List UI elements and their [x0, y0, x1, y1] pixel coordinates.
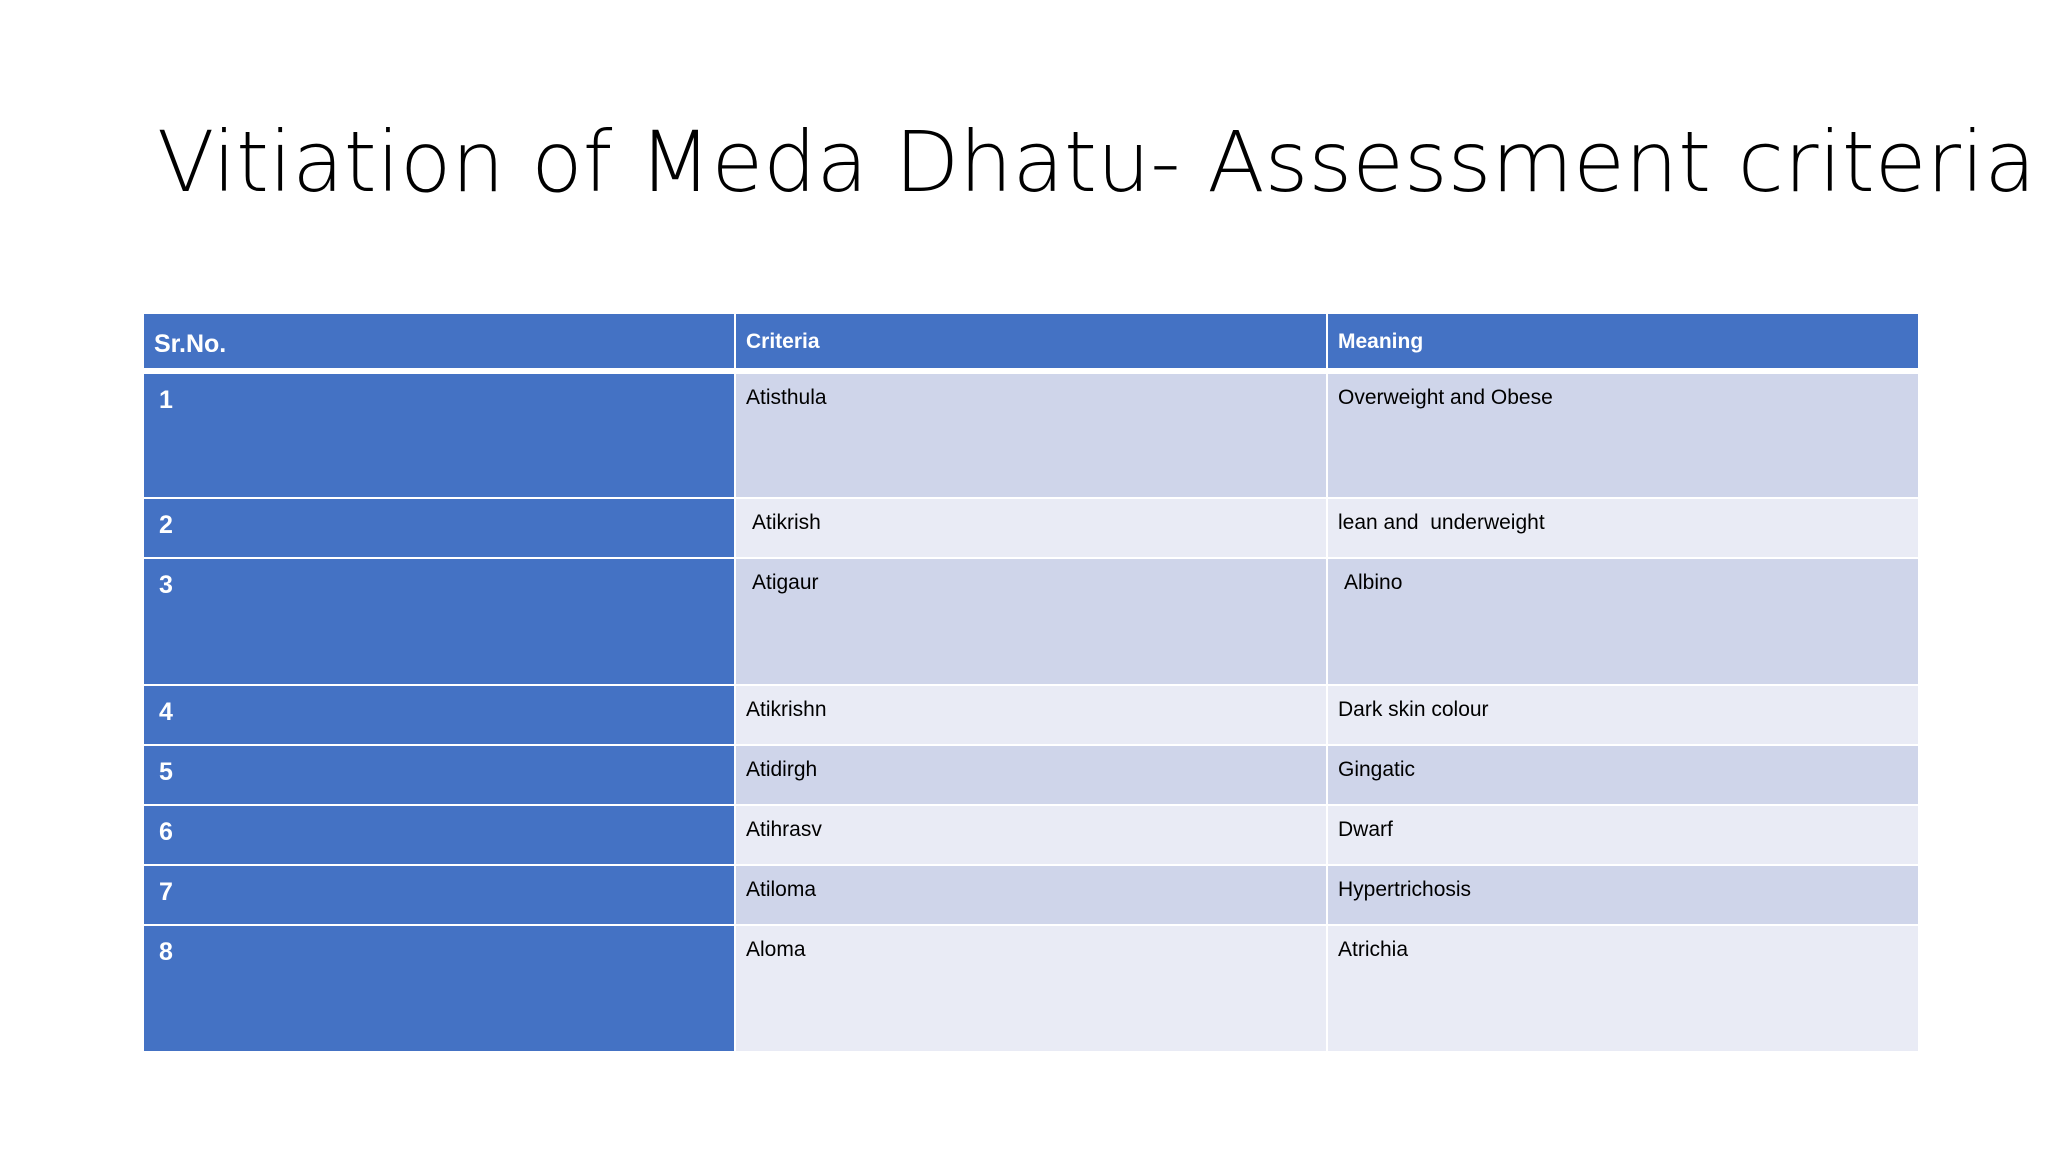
row-criteria: Atisthula [735, 371, 1327, 498]
row-meaning: Dark skin colour [1327, 685, 1919, 745]
row-criteria: Atidirgh [735, 745, 1327, 805]
row-number: 5 [143, 745, 735, 805]
header-sr-no: Sr.No. [143, 313, 735, 371]
row-number: 6 [143, 805, 735, 865]
row-criteria: Aloma [735, 925, 1327, 1052]
table-row [143, 925, 1919, 1052]
row-meaning: Albino [1327, 558, 1919, 685]
row-criteria: Atigaur [735, 558, 1327, 685]
header-meaning: Meaning [1327, 313, 1919, 371]
table-row [143, 371, 1919, 498]
row-number: 4 [143, 685, 735, 745]
row-meaning: Overweight and Obese [1327, 371, 1919, 498]
row-number: 2 [143, 498, 735, 558]
header-criteria: Criteria [735, 313, 1327, 371]
table-header-row [143, 313, 1919, 371]
row-criteria: Atikrishn [735, 685, 1327, 745]
slide-title: Vitiation of Meda Dhatu- Assessment criteria [157, 113, 2036, 211]
row-criteria: Atihrasv [735, 805, 1327, 865]
table-row [143, 745, 1919, 805]
table-row [143, 865, 1919, 925]
table-row [143, 498, 1919, 558]
row-number: 7 [143, 865, 735, 925]
row-meaning: Gingatic [1327, 745, 1919, 805]
row-number: 8 [143, 925, 735, 1052]
row-criteria: Atiloma [735, 865, 1327, 925]
row-meaning: Hypertrichosis [1327, 865, 1919, 925]
table-row [143, 805, 1919, 865]
row-number: 1 [143, 371, 735, 498]
table-row [143, 558, 1919, 685]
criteria-table [142, 312, 1920, 1053]
row-meaning: Atrichia [1327, 925, 1919, 1052]
row-criteria: Atikrish [735, 498, 1327, 558]
row-meaning: lean and underweight [1327, 498, 1919, 558]
row-meaning: Dwarf [1327, 805, 1919, 865]
table-row [143, 685, 1919, 745]
row-number: 3 [143, 558, 735, 685]
